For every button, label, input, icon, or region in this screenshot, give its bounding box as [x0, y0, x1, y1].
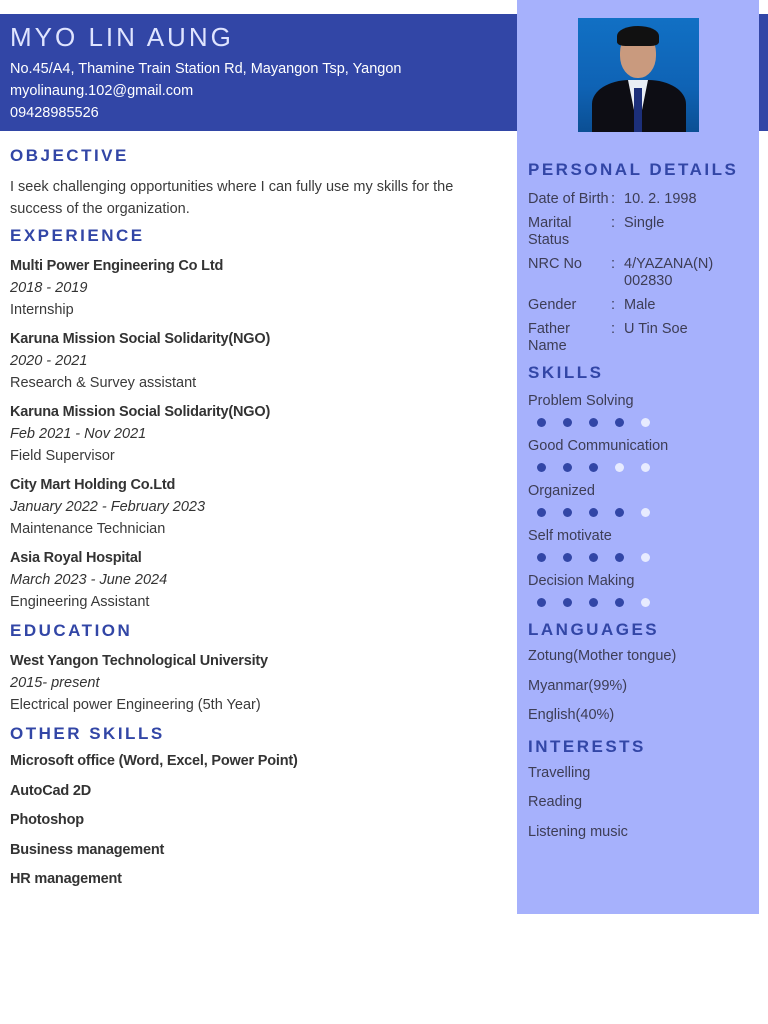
languages-title: LANGUAGES: [528, 620, 660, 639]
other-skill-item: Microsoft office (Word, Excel, Power Point): [10, 753, 298, 769]
rating-dot-filled-icon: [563, 463, 572, 472]
other-skills-list: [10, 747, 505, 895]
personal-detail-row: [528, 297, 753, 314]
skill-rating: [528, 553, 753, 563]
profile-photo: [578, 18, 699, 132]
education-title: EDUCATION: [10, 621, 133, 640]
rating-dot-empty-icon: [641, 418, 650, 427]
personal-detail-label: NRC No: [528, 256, 582, 272]
education-item: [10, 650, 505, 716]
rating-dot-filled-icon: [537, 418, 546, 427]
education-list: [10, 650, 505, 716]
other-skill-item: Business management: [10, 841, 165, 858]
experience-company: Multi Power Engineering Co Ltd: [10, 258, 224, 274]
rating-dot-empty-icon: [641, 598, 650, 607]
interests-list: [528, 759, 753, 848]
skills-list: [528, 392, 753, 608]
skill-item: [528, 527, 753, 563]
experience-dates: 2018 - 2019: [10, 280, 88, 296]
language-item: Zotung(Mother tongue): [528, 648, 677, 664]
objective-title: OBJECTIVE: [10, 146, 129, 165]
experience-company: Karuna Mission Social Solidarity(NGO): [10, 404, 271, 420]
rating-dot-empty-icon: [641, 553, 650, 562]
main-column: [10, 146, 505, 895]
other-skill-item: Photoshop: [10, 812, 84, 828]
rating-dot-filled-icon: [563, 508, 572, 517]
personal-details-list: [528, 191, 753, 355]
personal-detail-value: Single: [624, 215, 665, 231]
skill-rating: [528, 598, 753, 608]
rating-dot-filled-icon: [537, 508, 546, 517]
personal-detail-colon: :: [611, 321, 616, 337]
personal-detail-label: Gender: [528, 297, 577, 313]
experience-list: [10, 255, 505, 613]
rating-dot-empty-icon: [641, 463, 650, 472]
rating-dot-empty-icon: [641, 508, 650, 517]
experience-company: Karuna Mission Social Solidarity(NGO): [10, 331, 271, 347]
personal-detail-label: Date of Birth: [528, 191, 609, 207]
interest-item: Reading: [528, 794, 583, 810]
experience-role: Maintenance Technician: [10, 521, 166, 537]
personal-detail-colon: :: [611, 297, 616, 313]
experience-dates: January 2022 - February 2023: [10, 499, 206, 515]
personal-detail-row: [528, 321, 753, 355]
language-item: Myanmar(99%): [528, 677, 628, 694]
skill-name: Organized: [528, 483, 595, 499]
interest-item: Travelling: [528, 764, 591, 781]
personal-detail-value: 4/YAZANA(N) 002830: [624, 256, 714, 289]
rating-dot-filled-icon: [589, 418, 598, 427]
education-dates: 2015- present: [10, 675, 100, 691]
experience-dates: 2020 - 2021: [10, 353, 88, 369]
rating-dot-filled-icon: [615, 598, 624, 607]
skill-item: [528, 437, 753, 473]
skill-item: [528, 392, 753, 428]
personal-detail-value: U Tin Soe: [624, 321, 688, 337]
interest-item: Listening music: [528, 823, 628, 840]
experience-company: Asia Royal Hospital: [10, 550, 142, 566]
personal-detail-colon: :: [611, 256, 616, 272]
experience-item: [10, 255, 505, 321]
personal-detail-row: [528, 256, 753, 290]
skill-item: [528, 482, 753, 518]
other-skill-item: AutoCad 2D: [10, 782, 91, 799]
skill-name: Self motivate: [528, 528, 612, 544]
side-column: [528, 160, 753, 847]
rating-dot-filled-icon: [589, 598, 598, 607]
address: No.45/A4, Thamine Train Station Rd, Mayangon Tsp, Yangon: [10, 61, 402, 77]
rating-dot-filled-icon: [589, 463, 598, 472]
candidate-name: MYO LIN AUNG: [10, 22, 234, 52]
experience-dates: March 2023 - June 2024: [10, 572, 168, 588]
personal-detail-colon: :: [611, 191, 616, 207]
objective-text: I seek challenging opportunities where I can fully use my skills for the success of the organization.: [10, 179, 454, 217]
email: myolinaung.102@gmail.com: [10, 83, 194, 99]
rating-dot-empty-icon: [615, 463, 624, 472]
experience-role: Engineering Assistant: [10, 594, 150, 610]
skill-rating: [528, 508, 753, 518]
experience-dates: Feb 2021 - Nov 2021: [10, 426, 147, 442]
experience-role: Internship: [10, 302, 74, 318]
education-school: West Yangon Technological University: [10, 653, 268, 669]
rating-dot-filled-icon: [615, 553, 624, 562]
interests-title: INTERESTS: [528, 736, 646, 756]
rating-dot-filled-icon: [563, 553, 572, 562]
skill-rating: [528, 418, 753, 428]
experience-item: [10, 547, 505, 613]
other-skill-item: HR management: [10, 871, 122, 887]
header: [10, 22, 401, 124]
personal-detail-label: Father Name: [528, 321, 570, 354]
personal-details-title: PERSONAL DETAILS: [528, 160, 739, 179]
skill-rating: [528, 463, 753, 473]
experience-title: EXPERIENCE: [10, 226, 145, 245]
rating-dot-filled-icon: [563, 598, 572, 607]
skill-name: Good Communication: [528, 438, 669, 454]
rating-dot-filled-icon: [615, 508, 624, 517]
experience-company: City Mart Holding Co.Ltd: [10, 477, 176, 493]
skill-item: [528, 572, 753, 608]
skill-name: Problem Solving: [528, 393, 634, 409]
personal-detail-value: 10. 2. 1998: [624, 191, 697, 207]
rating-dot-filled-icon: [563, 418, 572, 427]
rating-dot-filled-icon: [537, 463, 546, 472]
rating-dot-filled-icon: [589, 553, 598, 562]
skill-name: Decision Making: [528, 573, 635, 589]
personal-detail-value: Male: [624, 297, 656, 313]
language-item: English(40%): [528, 707, 615, 723]
experience-role: Field Supervisor: [10, 448, 115, 464]
personal-detail-row: [528, 191, 753, 208]
rating-dot-filled-icon: [615, 418, 624, 427]
phone: 09428985526: [10, 105, 99, 121]
other-skills-title: OTHER SKILLS: [10, 724, 165, 743]
rating-dot-filled-icon: [537, 598, 546, 607]
personal-detail-label: Marital Status: [528, 215, 572, 248]
languages-list: [528, 642, 753, 731]
skills-title: SKILLS: [528, 363, 604, 382]
experience-item: [10, 401, 505, 467]
education-program: Electrical power Engineering (5th Year): [10, 697, 261, 713]
experience-role: Research & Survey assistant: [10, 375, 197, 391]
experience-item: [10, 328, 505, 394]
personal-detail-colon: :: [611, 215, 616, 231]
rating-dot-filled-icon: [537, 553, 546, 562]
rating-dot-filled-icon: [589, 508, 598, 517]
personal-detail-row: [528, 215, 753, 249]
experience-item: [10, 474, 505, 540]
